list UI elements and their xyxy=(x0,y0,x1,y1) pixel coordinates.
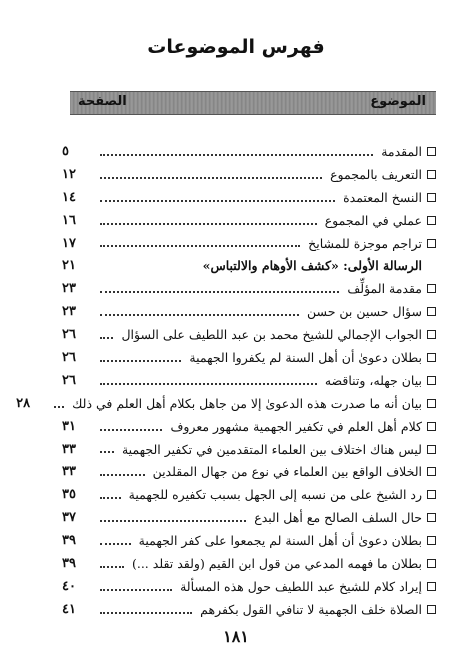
leader-dots xyxy=(100,450,114,453)
toc-entry-page: ٢٦ xyxy=(62,349,76,365)
checkbox-icon xyxy=(427,147,436,156)
toc-entry-page: ١٦ xyxy=(62,212,76,228)
checkbox-icon xyxy=(427,536,436,545)
leader-dots xyxy=(100,473,145,476)
leader-dots xyxy=(100,611,192,614)
toc-entry-page: ٢٨ xyxy=(16,395,31,411)
toc-entry xyxy=(60,506,436,529)
toc-entry-page: ٣٧ xyxy=(62,510,76,526)
checkbox-icon xyxy=(427,399,436,408)
toc-entry-text: كلام أهل العلم في تكفير الجهمية مشهور معروف xyxy=(170,418,422,434)
leader-dots xyxy=(100,290,339,293)
toc-entry-text: ليس هناك اختلاف بين العلماء المتقدمين في تكفير الجهمية xyxy=(121,441,422,457)
toc-section-heading xyxy=(60,254,436,277)
page-title: فهرس الموضوعات xyxy=(147,36,325,58)
toc-entry-text: الخلاف الواقع بين العلماء في نوع من جهال المقلدين xyxy=(152,464,422,480)
leader-dots xyxy=(100,496,121,499)
leader-dots xyxy=(100,336,113,339)
leader-dots xyxy=(100,382,317,385)
toc-entry xyxy=(60,483,436,506)
toc-entry xyxy=(60,232,436,255)
leader-dots xyxy=(100,359,181,362)
toc-entry xyxy=(60,529,436,552)
page-number: ١٨١ xyxy=(223,627,249,646)
checkbox-icon xyxy=(427,239,436,248)
toc-entry xyxy=(60,598,436,621)
leader-dots xyxy=(100,519,246,522)
toc-entry xyxy=(60,415,436,438)
toc-entry-page: ٣٩ xyxy=(62,555,76,571)
toc-entry-text: مقدمة المؤلِّف xyxy=(347,281,422,297)
checkbox-icon xyxy=(427,490,436,499)
toc-entry-text: التعريف بالمجموع xyxy=(330,166,422,182)
toc-list xyxy=(16,140,436,621)
toc-entry-page: ٢٣ xyxy=(62,281,76,297)
checkbox-icon xyxy=(427,193,436,202)
header-topic-label: الموضوع xyxy=(370,94,426,109)
toc-entry xyxy=(60,209,436,232)
leader-dots xyxy=(100,542,131,545)
toc-entry-text: إيراد كلام للشيخ عبد اللطيف حول هذه المسألة xyxy=(180,578,422,594)
toc-entry-text: رد الشيخ على من نسبه إلى الجهل بسبب تكفيره للجهمية xyxy=(128,487,422,503)
toc-entry-text: الجواب الإجمالي للشيخ محمد بن عبد اللطيف على السؤال xyxy=(121,327,422,343)
leader-dots xyxy=(100,565,124,568)
toc-entry-page: ٣١ xyxy=(62,418,76,434)
toc-entry-text: حال السلف الصالح مع أهل البدع xyxy=(254,510,422,526)
toc-entry-page: ٤١ xyxy=(62,601,76,617)
toc-entry xyxy=(16,392,436,415)
toc-entry-page: ١٢ xyxy=(62,166,76,182)
checkbox-icon xyxy=(427,330,436,339)
checkbox-icon xyxy=(427,284,436,293)
checkbox-icon xyxy=(427,307,436,316)
toc-entry xyxy=(60,163,436,186)
checkbox-icon xyxy=(427,559,436,568)
checkbox-icon xyxy=(427,376,436,385)
checkbox-icon xyxy=(427,582,436,591)
toc-entry-page: ٢١ xyxy=(62,258,76,274)
toc-entry xyxy=(60,460,436,483)
toc-entry-page: ٣٣ xyxy=(62,441,76,457)
checkbox-icon xyxy=(427,170,436,179)
toc-entry-text: الصلاة خلف الجهمية لا تنافي القول بكفرهم xyxy=(200,601,422,617)
header-page-label: الصفحة xyxy=(78,94,127,109)
toc-entry-text: المقدمة xyxy=(381,143,422,159)
leader-dots xyxy=(100,199,335,202)
toc-entry-page: ٢٦ xyxy=(62,372,76,388)
checkbox-icon xyxy=(427,422,436,431)
checkbox-icon xyxy=(427,445,436,454)
toc-entry-page: ١٧ xyxy=(62,235,76,251)
toc-entry xyxy=(60,277,436,300)
toc-entry xyxy=(60,369,436,392)
toc-entry-text: تراجم موجزة للمشايخ xyxy=(308,235,422,251)
toc-entry-text: الرسالة الأولى: «كشف الأوهام والالتباس» xyxy=(202,258,422,274)
leader-dots xyxy=(100,588,172,591)
leader-dots xyxy=(54,405,64,408)
toc-entry-text: بيان جهله، وتناقضه xyxy=(324,372,422,388)
toc-entry-text: سؤال حسين بن حسن xyxy=(307,304,422,320)
toc-entry-text: بطلان دعوىٰ أن أهل السنة لم يجمعوا على كفر الجهمية xyxy=(138,533,422,549)
checkbox-icon xyxy=(427,353,436,362)
toc-entry xyxy=(60,323,436,346)
leader-dots xyxy=(100,222,317,225)
toc-entry xyxy=(60,186,436,209)
leader-dots xyxy=(100,313,299,316)
leader-dots xyxy=(100,176,322,179)
checkbox-icon xyxy=(427,513,436,522)
toc-entry-page: ١٤ xyxy=(62,189,76,205)
toc-entry-page: ٣٥ xyxy=(62,487,76,503)
leader-dots xyxy=(100,428,162,431)
leader-dots xyxy=(100,244,300,247)
toc-entry-page: ٥ xyxy=(62,143,69,159)
leader-dots xyxy=(100,153,373,156)
checkbox-icon xyxy=(427,216,436,225)
toc-entry-text: النسخ المعتمدة xyxy=(343,189,422,205)
checkbox-icon xyxy=(427,467,436,476)
toc-entry-text: بطلان دعوىٰ أن أهل السنة لم يكفروا الجهمية xyxy=(189,349,422,365)
toc-entry-page: ٣٣ xyxy=(62,464,76,480)
toc-entry-page: ٢٦ xyxy=(62,327,76,343)
toc-entry-text: بيان أنه ما صدرت هذه الدعوىٰ إلا من جاهل بكلام أهل العلم في ذلك xyxy=(72,395,422,411)
toc-entry-page: ٣٩ xyxy=(62,533,76,549)
toc-entry xyxy=(60,140,436,163)
toc-entry xyxy=(60,346,436,369)
toc-entry xyxy=(60,438,436,461)
toc-entry-page: ٤٠ xyxy=(62,578,76,594)
checkbox-icon xyxy=(427,605,436,614)
toc-entry xyxy=(60,300,436,323)
toc-entry-text: عملي في المجموع xyxy=(324,212,422,228)
toc-entry-text: بطلان ما فهمه المدعي من قول ابن القيم (ولقد تقلد ...) xyxy=(131,555,422,571)
toc-entry xyxy=(60,575,436,598)
toc-entry-page: ٢٣ xyxy=(62,304,76,320)
toc-header-bar xyxy=(70,91,436,115)
toc-entry xyxy=(60,552,436,575)
